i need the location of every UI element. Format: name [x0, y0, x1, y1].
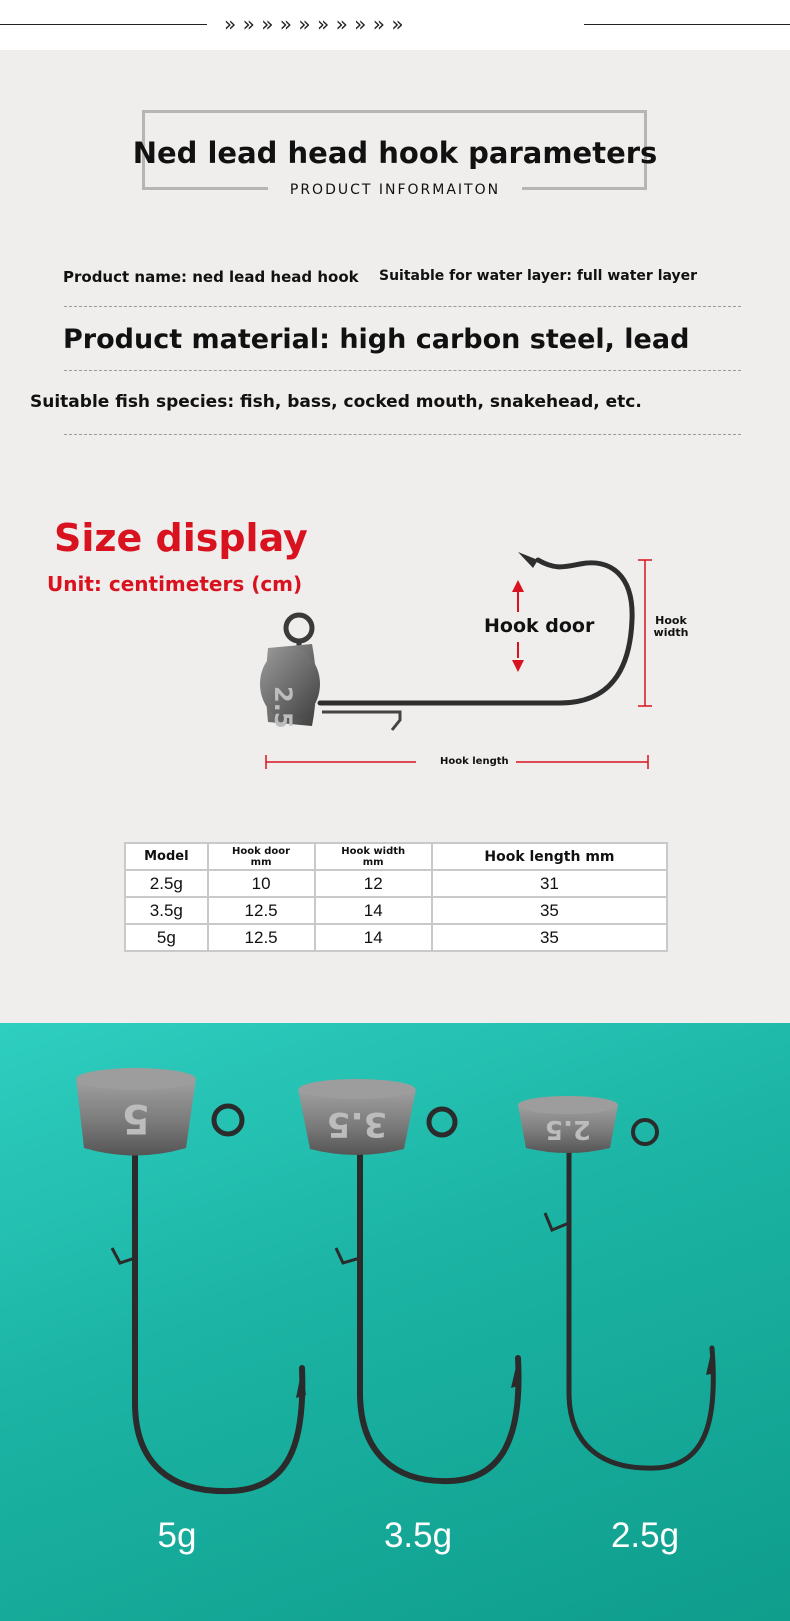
divider: [64, 306, 741, 307]
head-mark-3-5g: 3.5: [326, 1104, 388, 1144]
arrow-down-icon: [512, 660, 524, 672]
hook-eye-icon: [286, 615, 312, 641]
table-row: [125, 897, 667, 924]
hook-diagram: [250, 540, 700, 780]
cell-hook-door: 12.5: [208, 897, 315, 924]
hook-2-5g-icon: [518, 1096, 715, 1468]
hook-barb-icon: [518, 552, 538, 568]
hook-length-label: Hook length: [440, 756, 509, 767]
header-hook-width-unit: mm: [362, 856, 384, 868]
cell-hook-width: 12: [315, 870, 432, 897]
cell-hook-length: 35: [432, 897, 667, 924]
cell-hook-length: 35: [432, 924, 667, 951]
product-name: Product name: ned lead head hook: [63, 268, 359, 286]
page-title: Ned lead head hook parameters: [132, 136, 658, 170]
weight-label-2-5g: 2.5g: [610, 1516, 680, 1555]
size-display-heading: Size display: [54, 516, 308, 560]
weight-label-3-5g: 3.5g: [383, 1516, 453, 1555]
head-mark-5g: 5: [122, 1095, 150, 1141]
head-mark-text: 2.5: [269, 686, 297, 729]
page-subtitle: PRODUCT INFORMAITON: [289, 182, 501, 198]
cell-hook-door: 10: [208, 870, 315, 897]
cell-model: 3.5g: [125, 897, 208, 924]
divider: [64, 434, 741, 435]
right-divider-line: [584, 24, 790, 25]
chevron-row-icon: » » » » » » » » » »: [224, 12, 404, 36]
hook-door-label: Hook door: [484, 615, 595, 637]
left-divider-line: [0, 24, 207, 25]
water-layer: Suitable for water layer: full water layer: [379, 268, 698, 284]
cell-hook-width: 14: [315, 924, 432, 951]
cell-hook-width: 14: [315, 897, 432, 924]
header-model: Model: [125, 843, 208, 870]
table-row: [125, 924, 667, 951]
product-material: Product material: high carbon steel, lead: [63, 324, 690, 355]
spec-table: [124, 842, 668, 952]
hook-3-5g-icon: [298, 1079, 521, 1481]
fish-species: Suitable fish species: fish, bass, cocked mouth, snakehead, etc.: [30, 392, 642, 412]
header-hook-width-text: Hook width: [341, 845, 406, 857]
weight-label-5g: 5g: [157, 1516, 197, 1555]
table-row: [125, 870, 667, 897]
hook-width-label-line2: width: [653, 626, 689, 639]
unit-note: Unit: centimeters (cm): [47, 572, 303, 596]
header-hook-door-unit: mm: [250, 856, 272, 868]
table-header-row: [125, 843, 667, 870]
hook-5g-icon: [76, 1068, 306, 1491]
cell-hook-length: 31: [432, 870, 667, 897]
hook-width-label-line1: Hook: [655, 614, 687, 627]
head-mark-2-5g: 2.5: [544, 1114, 592, 1144]
cell-model: 2.5g: [125, 870, 208, 897]
header-hook-door: [208, 843, 315, 870]
top-decoration-bar: [0, 0, 790, 50]
header-hook-length: Hook length mm: [432, 843, 667, 870]
hook-width-label: [650, 615, 692, 639]
header-hook-width: [315, 843, 432, 870]
header-hook-door-text: Hook door: [232, 845, 291, 857]
cell-hook-door: 12.5: [208, 924, 315, 951]
cell-model: 5g: [125, 924, 208, 951]
divider: [64, 370, 741, 371]
